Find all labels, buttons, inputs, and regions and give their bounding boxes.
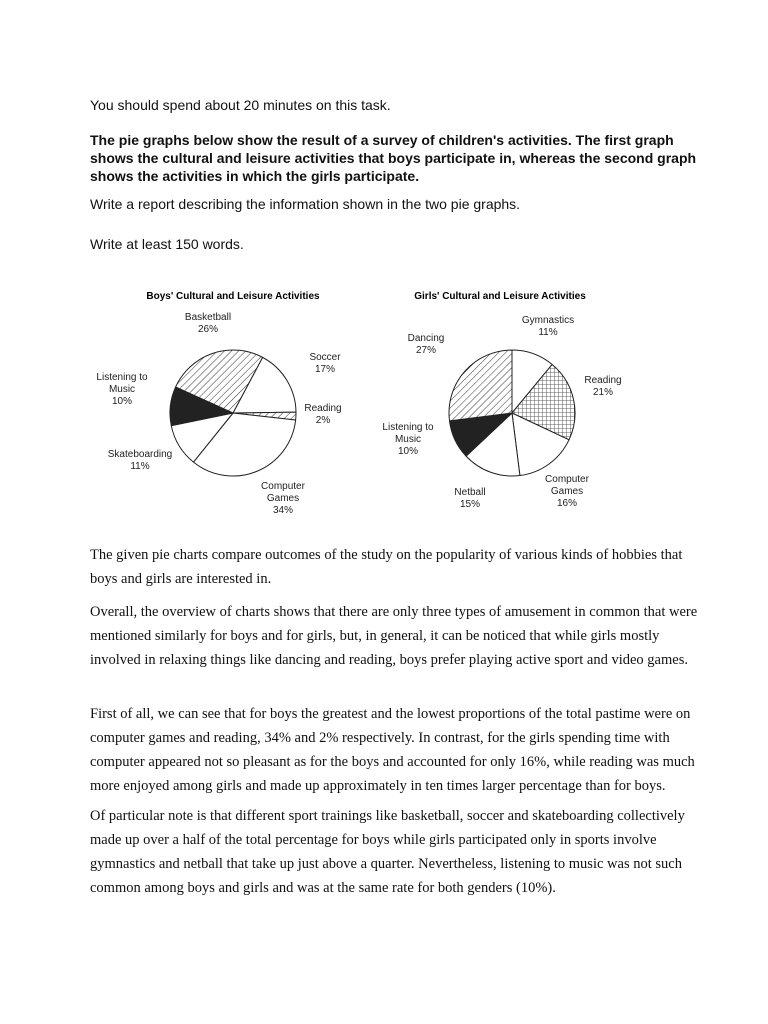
essay-paragraph-4: Of particular note is that different sport trainings like basketball, soccer and skateboarding collectively made up over a half of the total percentage for boys while girls participated only in sports involve gymnastics and netball that take up just above a quarter. Nevertheless, listening to music was not such common among boys and girls and was at the same rate for both genders (10%).: [90, 808, 685, 896]
boys-chart-title: Boys' Cultural and Leisure Activities: [146, 291, 320, 302]
slice-label-computer-games: Computer Games 34%: [261, 481, 305, 516]
essay-paragraph-2: Overall, the overview of charts shows that there are only three types of amusement in common that were mentioned similarly for boys and for girls, but, in general, it can be noticed that while girls mostly involved in relaxing things like dancing and reading, boys prefer playing active sport and video games.: [90, 604, 698, 668]
slice-label-basketball: Basketball 26%: [184, 312, 232, 335]
pie-charts-figure: [90, 280, 650, 520]
essay-paragraph-1: The given pie charts compare outcomes of the study on the popularity of various kinds of hobbies that boys and girls are interested in.: [90, 547, 683, 587]
girls-chart-title: Girls' Cultural and Leisure Activities: [414, 291, 586, 302]
slice-label-computer-games: Computer Games 16%: [545, 474, 589, 509]
slice-label-reading: Reading 2%: [304, 403, 342, 426]
slice-label-gymnastics: Gymnastics 11%: [521, 315, 575, 338]
word-count-instruction: Write at least 150 words.: [90, 236, 244, 252]
slice-label-listening-to-music: Listening to Music 10%: [382, 422, 434, 457]
pie-slice-dancing: [449, 350, 512, 421]
slice-label-listening-to-music: Listening to Music 10%: [96, 372, 148, 407]
slice-label-netball: Netball 15%: [454, 487, 486, 510]
slice-label-reading: Reading 21%: [584, 375, 622, 398]
slice-label-soccer: Soccer 17%: [309, 352, 341, 375]
boys-pie: [96, 312, 341, 516]
report-instruction: Write a report describing the information shown in the two pie graphs.: [90, 196, 521, 212]
task-description: The pie graphs below show the result of a survey of children's activities. The first graph shows the cultural and leisure activities that boys participate in, whereas the second graph shows the activities in which the girls participate.: [90, 132, 697, 184]
slice-label-dancing: Dancing 27%: [407, 333, 445, 356]
girls-pie: [382, 315, 621, 510]
slice-label-skateboarding: Skateboarding 11%: [107, 449, 173, 472]
essay-paragraph-3: First of all, we can see that for boys the greatest and the lowest proportions of the total pastime were on computer games and reading, 34% and 2% respectively. In contrast, for the girls spending time with computer appeared not so pleasant as for the boys and accounted for only 16%, while reading was much more enjoyed among girls and made up approximately in ten times larger percentage than for boys.: [90, 706, 695, 794]
time-instruction: You should spend about 20 minutes on this task.: [90, 97, 391, 113]
